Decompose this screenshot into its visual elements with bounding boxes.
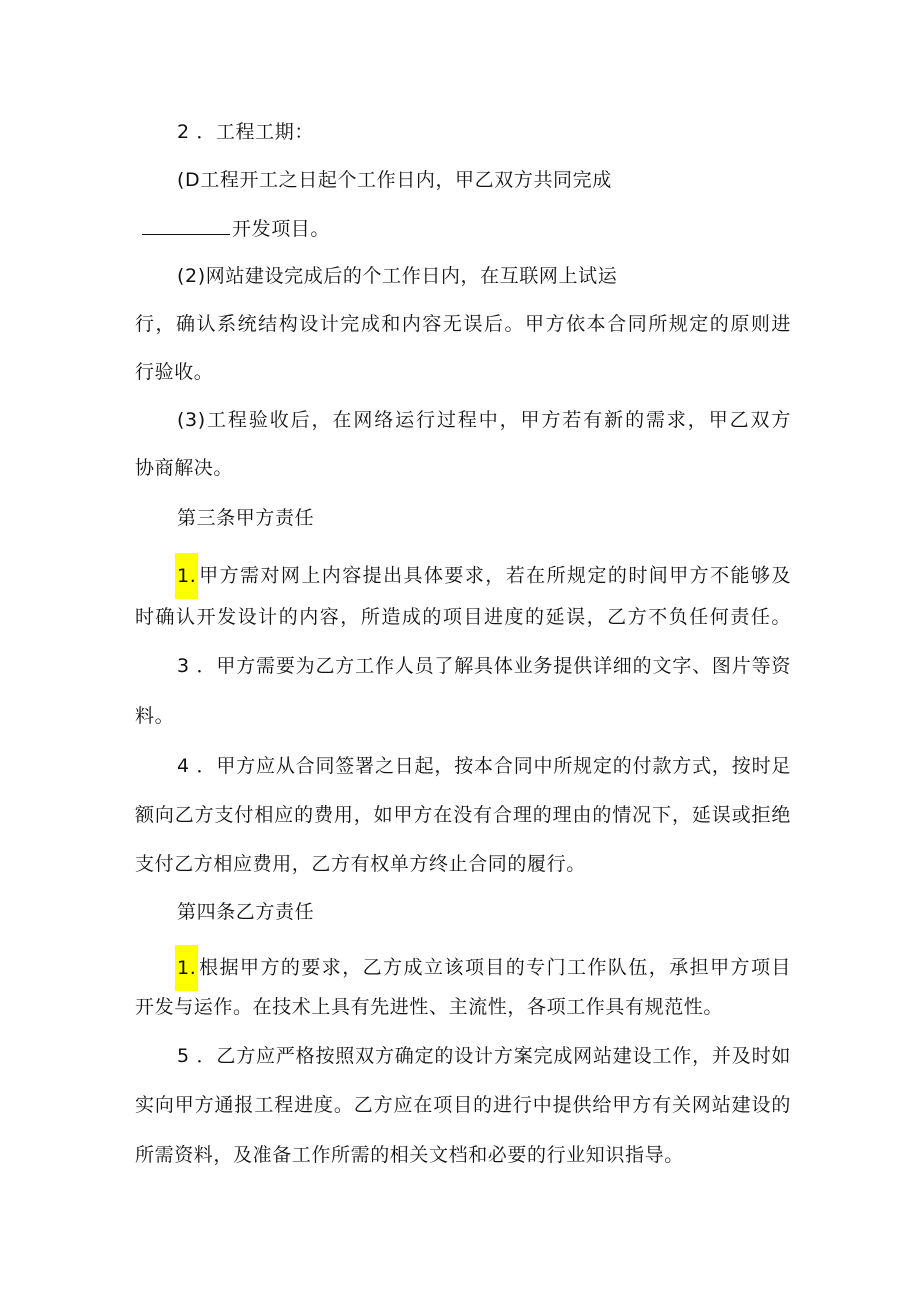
period-item-1-tail: 开发项目。 xyxy=(232,218,331,240)
period-item-3-line-1: (3)工程验收后，在网络运行过程中，甲方若有新的需求，甲乙双方 xyxy=(177,409,791,431)
highlighted-number: 1. xyxy=(175,553,198,599)
article-3-title: 第三条甲方责任 xyxy=(177,507,315,529)
period-item-1-line-1: (D工程开工之日起个工作日内，甲乙双方共同完成 xyxy=(177,169,612,191)
article-4-para-1-line-1 xyxy=(177,945,791,991)
period-item-2-line-1: (2)网站建设完成后的个工作日内，在互联网上试运 xyxy=(177,265,618,287)
period-item-3-line-2: 协商解决。 xyxy=(135,457,234,479)
period-item-2-line-3: 行验收。 xyxy=(135,361,214,383)
article-4-para-5-line-3: 所需资料，及准备工作所需的相关文档和必要的行业知识指导。 xyxy=(135,1144,684,1166)
article-3-para-4-line-2: 额向乙方支付相应的费用，如甲方在没有合理的理由的情况下，延误或拒绝 xyxy=(135,804,791,826)
article-4-para-5-line-1: 5 ．乙方应严格按照双方确定的设计方案完成网站建设工作，并及时如 xyxy=(177,1045,791,1067)
section-heading-construction-period: 2 ．工程工期： xyxy=(177,121,314,143)
period-item-2-line-2: 行，确认系统结构设计完成和内容无误后。甲方依本合同所规定的原则进 xyxy=(135,313,791,335)
article-4-para-5-line-2: 实向甲方通报工程进度。乙方应在项目的进行中提供给甲方有关网站建设的 xyxy=(135,1094,791,1116)
article-3-para-3-line-1: 3 ．甲方需要为乙方工作人员了解具体业务提供详细的文字、图片等资 xyxy=(177,655,791,677)
article-4-para-1-text: 根据甲方的要求，乙方成立该项目的专门工作队伍，承担甲方项目 xyxy=(198,956,791,979)
article-3-para-1-text: 甲方需对网上内容提出具体要求，若在所规定的时间甲方不能够及 xyxy=(198,564,791,587)
article-4-para-1-line-2: 开发与运作。在技术上具有先进性、主流性，各项工作具有规范性。 xyxy=(135,996,724,1018)
fill-in-blank xyxy=(142,214,230,235)
period-item-1-line-2 xyxy=(142,214,330,243)
article-3-para-1-line-2: 时确认开发设计的内容，所造成的项目进度的延误，乙方不负任何责任。 xyxy=(135,606,791,628)
article-3-para-4-line-1: 4 ．甲方应从合同签署之日起，按本合同中所规定的付款方式，按时足 xyxy=(177,755,791,777)
article-3-para-3-line-2: 料。 xyxy=(135,705,175,727)
article-4-title: 第四条乙方责任 xyxy=(177,901,315,923)
article-3-para-1-line-1 xyxy=(177,553,791,599)
highlighted-number: 1. xyxy=(175,945,198,991)
article-3-para-4-line-3: 支付乙方相应费用，乙方有权单方终止合同的履行。 xyxy=(135,853,586,875)
